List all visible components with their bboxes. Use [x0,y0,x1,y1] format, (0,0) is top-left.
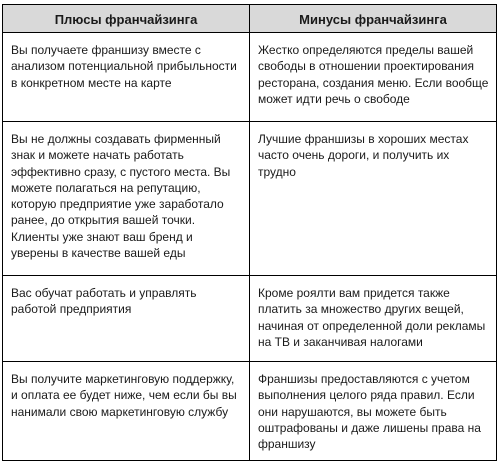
pro-text: Вы получите маркетинговую поддержку, и оплата ее будет ниже, чем если бы вы нанимали свою маркетинговую службу [11,372,237,419]
table-row [3,276,497,362]
pros-cons-table [2,4,497,461]
header-pros: Плюсы франчайзинга [3,5,250,33]
header-row [3,5,497,33]
con-cell [250,276,497,362]
pro-cell [3,362,250,461]
con-cell [250,122,497,276]
pro-text: Вы получаете франшизу вместе с анализом потенциальной прибыльности в конкретном месте на карте [11,43,237,90]
pro-cell [3,122,250,276]
header-cons: Минусы франчайзинга [250,5,497,33]
pro-text: Вас обучат работать и управлять работой предприятия [11,286,197,317]
con-text: Лучшие франшизы в хороших местах часто очень дороги, и получить их трудно [258,132,469,179]
table-row [3,122,497,276]
con-text: Кроме роялти вам придется также платить за множество других вещей, начиная от определенной доли рекламы на ТВ и заканчивая налогами [258,286,486,349]
table-row [3,362,497,461]
page [0,4,500,450]
con-cell [250,362,497,461]
con-text: Жестко определяются пределы вашей свободы в отношении проектирования ресторана, создания меню. Если вообще может идти речь о свободе [258,43,489,106]
table-row [3,33,497,122]
pro-cell [3,33,250,122]
pro-text: Вы не должны создавать фирменный знак и можете начать работать эффективно сразу, с пустого места. Вы можете полагаться на репутацию, которую предприятие уже заработало ранее, до открытия вашей точки. Клиенты уже знают ваш бренд и уверены в качестве вашей еды [11,132,231,261]
con-cell [250,33,497,122]
con-text: Франшизы предоставляются с учетом выполнения целого ряда правил. Если они нарушаются, вы можете быть оштрафованы и даже лишены права на франшизу [258,372,481,452]
pro-cell [3,276,250,362]
